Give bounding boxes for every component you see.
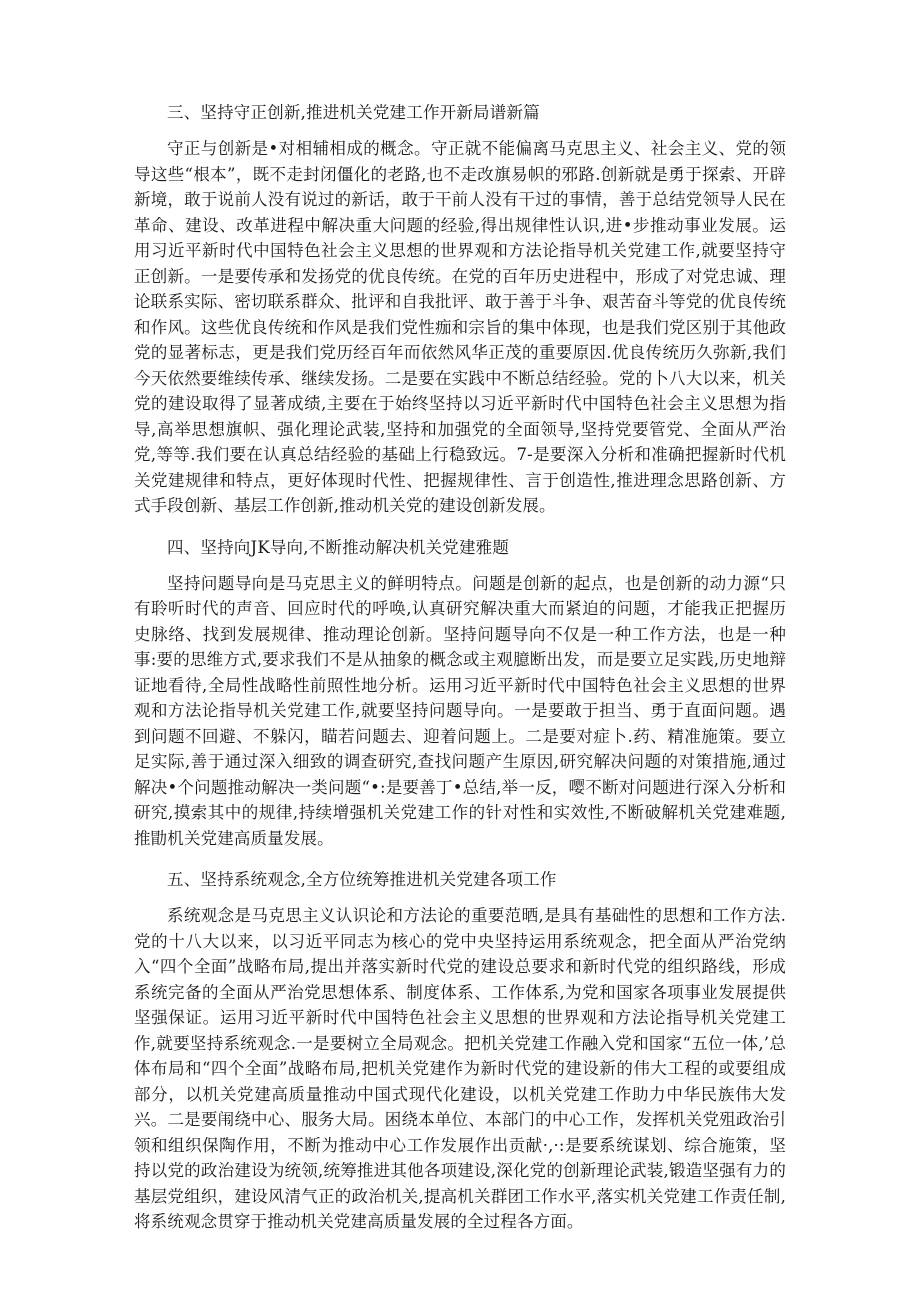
section-paragraph: 系统观念是马克思主义认识论和方法论的重要范晒,是具有基础性的思想和工作方法.党的十八大以来，以习近平同志为核心的党中央坚持运用系统观念，把全面从严治党纳入“四个全面”战略布局,提出并落实新时代党的建设总要求和新时代党的组织路线，形成系统完备的全面从严治党思想体系、制度体系、工作体系,为党和国家各项事业发展提供坚强保证。运用习近平新时代中国特色社会主义思想的世界观和方法论指导机关党建工作,就要坚持系统观念.一是要树立全局观念。把机关党建工作融入党和国家“五位一体,’总体布局和“四个全面”战略布局,把机关党建作为新时代党的建设新的伟大工程的或要组成部分，以机关党建高质量推动中国式现代化建设，以机关党建工作助力中华民族伟大发兴。二是要闱绕中心、服务大局。困绕本单位、本部门的中心工作，发挥机关党殂政治引领和组织保陶作用，不断为推动中心工作发展作出贡献·,·:是要系统谋划、综合施策，坚持以党的政治建设为统领,统筹推进其他各项建设,深化党的创新理论武装,锻造坚强有力的基层党组织，建设风清气正的政治机关,提高机关群团工作水平,落实机关党建工作责任制,将系统观念贯穿于推动机关党建高质量发展的全过程各方面。 <box>134 906 786 1231</box>
section-heading: 三、坚持守正创新,推进机关党建工作开新局谱新篇 <box>167 103 540 122</box>
section-paragraph: 守正与创新是•对相辅相成的概念。守正就不能偏离马克思主义、社会主义、党的领导这些“根本”，既不走封闭僵化的老路,也不走改旗易帜的邪路.创新就是勇于探索、开辟新境，敢于说前人没有说过的新话，敢于干前人没有干过的事情，善于总结党领导人民在革命、建设、改革进程中解决重大问题的经验,得出规律性认识,进•步推动事业发展。运用习近平新时代中国特色社会主义思想的世界观和方法论指导机关党建工作,就要坚持守正创新。一是要传承和发扬党的优良传统。在党的百年历史进程中，形成了对党忠诚、理论联系实际、密切联系群众、批评和自我批评、敢于善于斗争、艰苦奋斗等党的优良传统和作风。这些优良传统和作风是我们党性痂和宗旨的集中体现，也是我们党区别于其他政党的显著标志，更是我们党历经百年而依然风华正茂的重要原因.优良传统历久弥新,我们今天依然要维续传承、继续发扬。二是要在实践中不断总结经验。党的卜八大以来，机关党的建设取得了显著成绩,主要在于始终坚持以习近平新时代中国特色社会主义思想为指导,高举思想旗帜、强化理论武装,坚持和加强党的全面领导,坚持党要管党、全面从严治党,等等.我们要在认真总结经验的基础上行稳致远。7-是要深入分析和准确把握新时代机关党建规律和特点，更好体现时代性、把握规律性、言于创造性,推进理念思路创新、方式手段创新、基层工作创新,推动机关党的建设创新发展。 <box>134 139 786 515</box>
section-3 <box>134 100 786 519</box>
section-paragraph: 坚持问题导向是马克思主义的鲜明特点。问题是创新的起点，也是创新的动力源“只有聆听时代的声音、回应时代的呼唤,认真研究解决重大而紧迫的问题，才能我正把握历史脉络、找到发展规律、推动理论创新。坚持问题导向不仅是一种工作方法，也是一种事:要的思维方式,要求我们不是从抽象的概念或主观臆断出发，而是要立足实践,历史地辩证地看待,全局性战略性前照性地分析。运用习近平新时代中国特色社会主义思想的世界观和方法论指导机关党建工作,就要坚持问题导向。一是要敢于担当、勇于直面问题。遇到问题不回避、不躲闪，瞄若问题去、迎着问题上。二是要对症卜.药、精准施策。要立足实际,善于通过深入细致的调查研究,查找问题产生原因,研究解决问题的对策措施,通过解决•个问题推动解决一类问题“•:是要善丁•总结,举一反，嘤不断对问题进行深入分析和研究,摸索其中的规律,持续增强机关党建工作的针对性和实效性,不断破解机关党建难题,推勖机关党建高质量发展。 <box>134 573 786 848</box>
section-heading: 四、坚持向JK导向,不断推动解决机关党建雅题 <box>167 537 510 557</box>
section-heading: 五、坚持系统观念,全方位统筹推进机关党建各项工作 <box>167 870 557 889</box>
section-4 <box>134 535 786 852</box>
document-page <box>134 100 786 1251</box>
section-5 <box>134 867 786 1235</box>
